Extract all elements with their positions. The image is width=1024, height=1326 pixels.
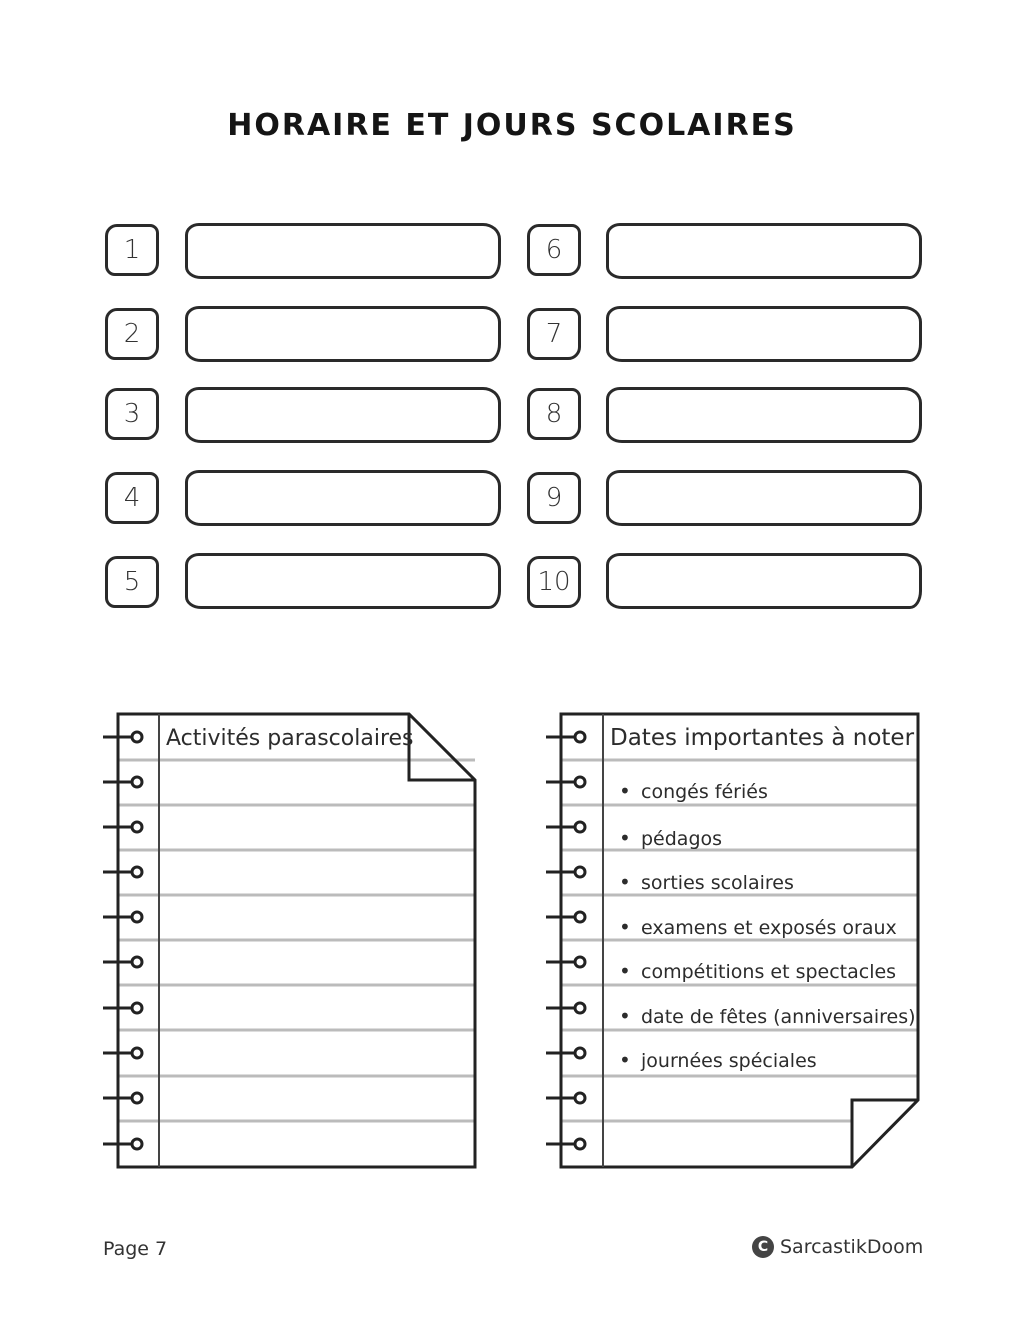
list-item: • compétitions et spectacles (619, 959, 896, 983)
list-item: • journées spéciales (619, 1048, 817, 1072)
period-number-10: 10 (527, 556, 581, 608)
brand-credit (752, 1236, 923, 1258)
period-number-6: 6 (527, 224, 581, 276)
period-number-2: 2 (105, 308, 159, 360)
page-number: Page 7 (103, 1238, 168, 1260)
period-number-3: 3 (105, 388, 159, 440)
list-item: • pédagos (619, 826, 722, 850)
brand-name: SarcastikDoom (780, 1236, 924, 1258)
list-item: • sorties scolaires (619, 870, 794, 894)
period-number-4: 4 (105, 472, 159, 524)
notebook-right-title: Dates importantes à noter (610, 725, 915, 751)
notebook-left-title: Activités parascolaires (166, 726, 414, 751)
period-number-1: 1 (105, 224, 159, 276)
copyright-icon: C (752, 1236, 774, 1258)
page-title: HORAIRE ET JOURS SCOLAIRES (227, 108, 797, 143)
list-item: • congés fériés (619, 779, 768, 803)
list-item: • date de fêtes (anniversaires) (619, 1004, 916, 1028)
period-number-8: 8 (527, 388, 581, 440)
period-number-5: 5 (105, 556, 159, 608)
list-item: • examens et exposés oraux (619, 915, 897, 939)
period-number-9: 9 (527, 472, 581, 524)
period-number-7: 7 (527, 308, 581, 360)
